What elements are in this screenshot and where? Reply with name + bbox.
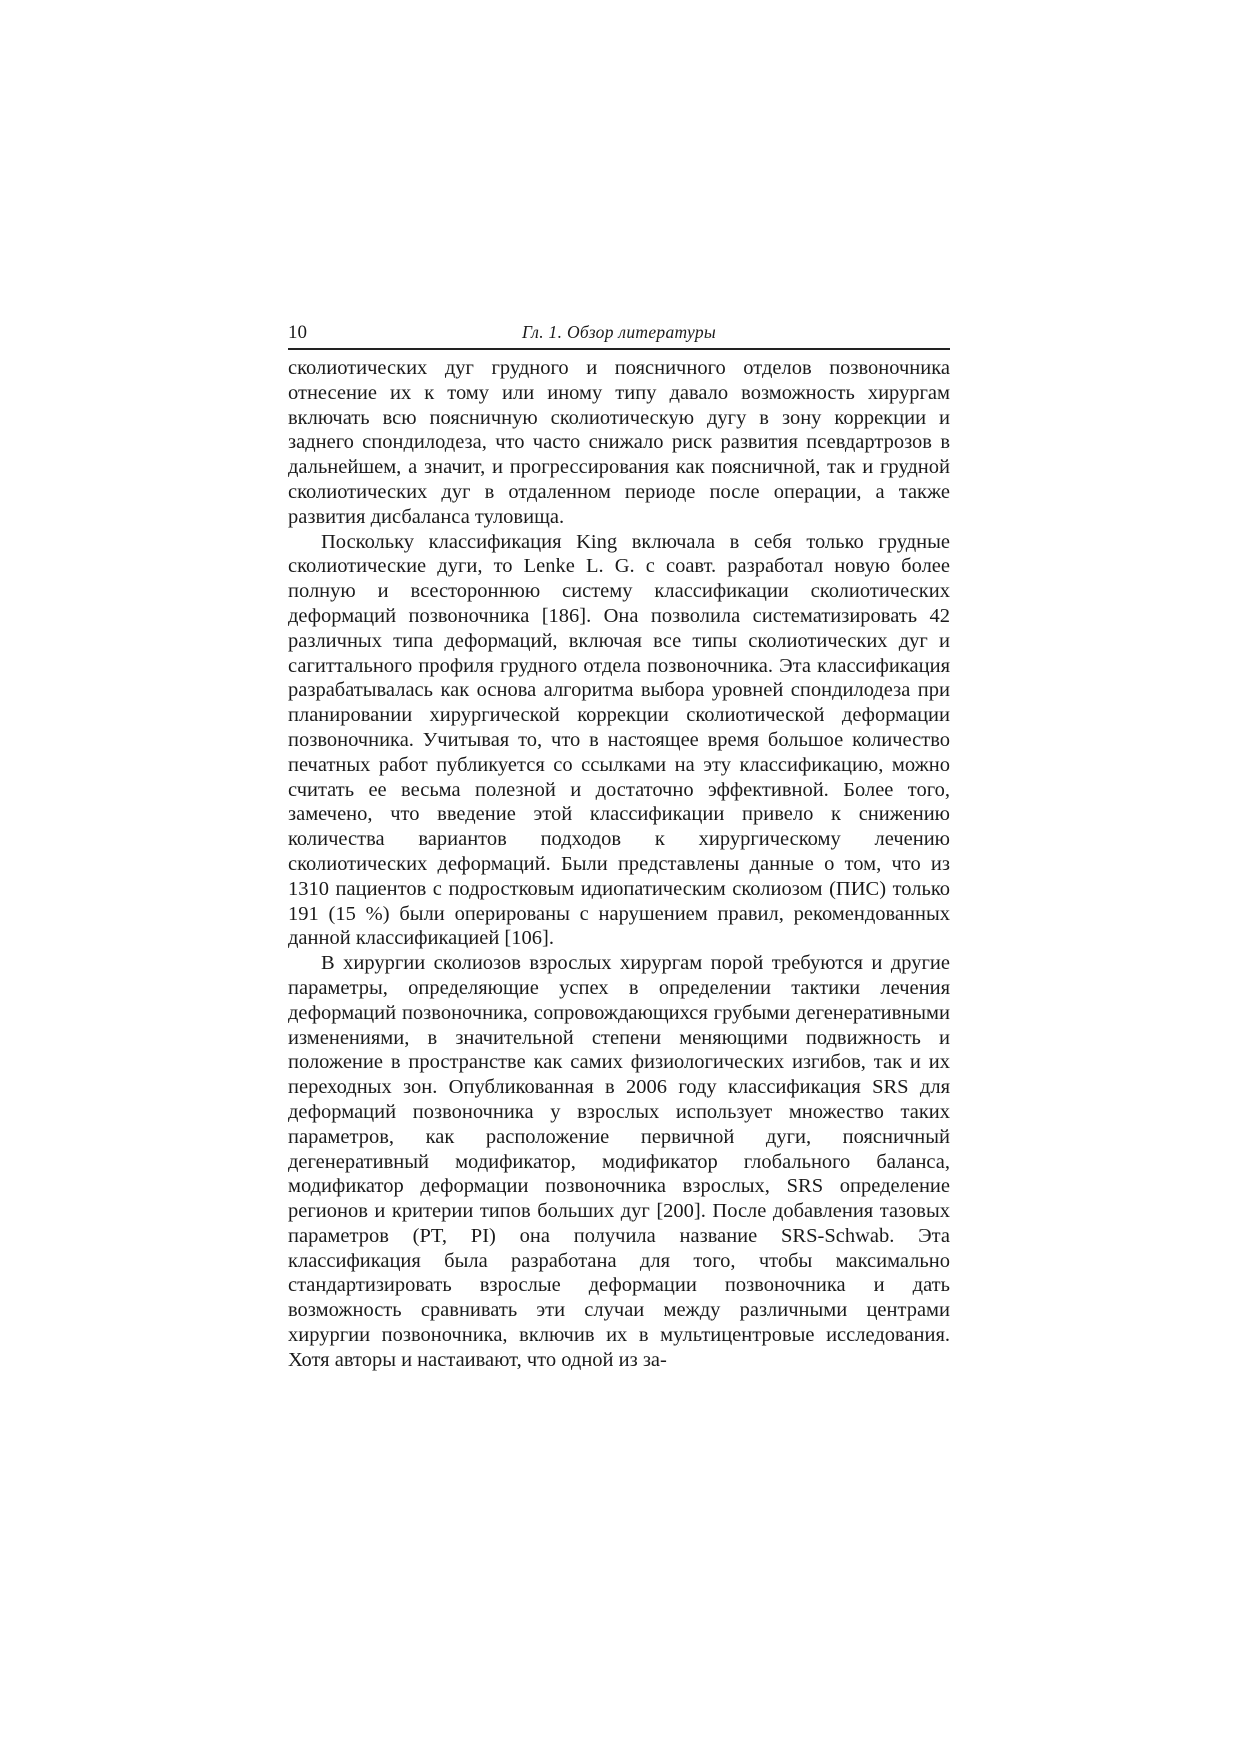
running-title: Гл. 1. Обзор литературы: [521, 322, 717, 342]
paragraph-1: сколиотических дуг грудного и поясничного отделов позвоночника отнесение их к тому или иному типу давало возможность хирургам включать всю поясничную сколиотическую дугу в зону коррекции и заднего спондилодеза, что часто снижало риск развития псевдартрозов в дальнейшем, а значит, и прогрессирования как поясничной, так и грудной сколиотических дуг в отдаленном периоде после операции, а также развития дисбаланса туловища.: [288, 357, 950, 528]
page-number: 10: [288, 322, 307, 343]
paragraph-2: Поскольку классификация King включала в себя только грудные сколиотические дуги, то Lenke L. G. с соавт. разработал новую более полную и всестороннюю систему классификации сколиотических деформаций позвоночника [186]. Она позволила систематизировать 42 различных типа деформаций, включая все типы сколиотических дуг и сагиттального профиля грудного отдела позвоночника. Эта классификация разрабатывалась как основа алгоритма выбора уровней спондилодеза при планировании хирургической коррекции сколиотической деформации позвоночника. Учитывая то, что в настоящее время большое количество печатных работ публикуется со ссылками на эту классификацию, можно считать ее весьма полезной и достаточно эффективной. Более того, замечено, что введение этой классификации привело к снижению количества вариантов подходов к хирургическому лечению сколиотических деформаций. Были представлены данные о том, что из 1310 пациентов с подростковым идиопатическим сколиозом (ПИС) только 191 (15 %) были оперированы с нарушением правил, рекомендованных данной классификацией [106].: [288, 530, 950, 950]
paragraph-3: В хирургии сколиозов взрослых хирургам порой требуются и другие параметры, определяющие успех в определении тактики лечения деформаций позвоночника, сопровождающихся грубыми дегенеративными изменениями, в значительной степени меняющими подвижность и положение в пространстве как самих физиологических изгибов, так и их переходных зон. Опубликованная в 2006 году классификация SRS для деформаций позвоночника у взрослых использует множество таких параметров, как расположение первичной дуги, поясничный дегенеративный модификатор, модификатор глобального баланса, модификатор деформации позвоночника взрослых, SRS определение регионов и критерии типов больших дуг [200]. После добавления тазовых параметров (PT, PI) она получила название SRS-Schwab. Эта классификация была разработана для того, чтобы максимально стандартизировать взрослые деформации позвоночника и дать возможность сравнивать эти случаи между различными центрами хирургии позвоночника, включив их в мультицентровые исследования. Хотя авторы и настаивают, что одной из за-: [288, 952, 950, 1371]
running-head: [288, 318, 950, 350]
body-text: [288, 356, 950, 1373]
book-page: [288, 318, 950, 1373]
